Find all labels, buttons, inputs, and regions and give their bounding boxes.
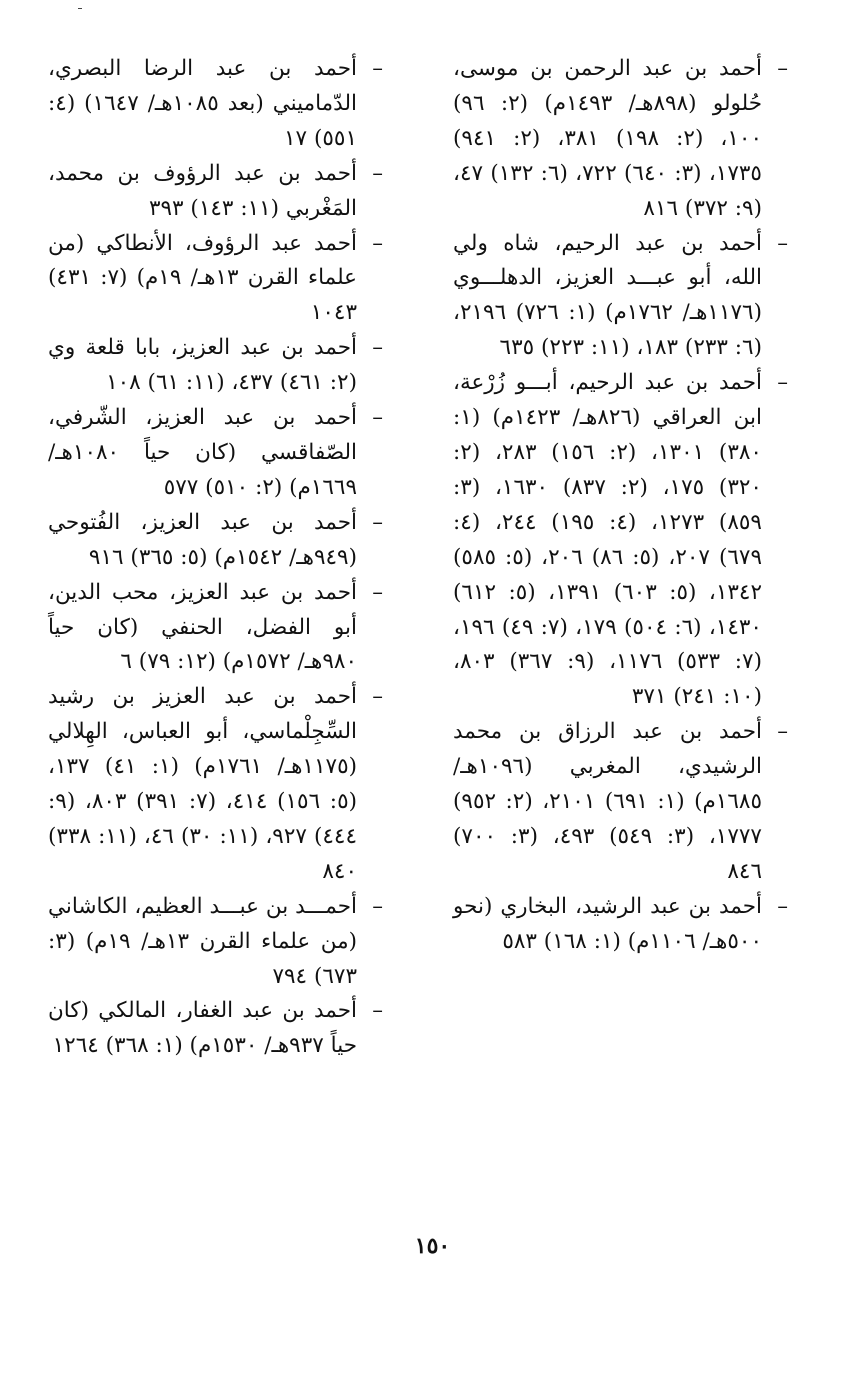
index-entry: – أحمد بن عبد الرحمن بن موسى، حُلولو (٨٩٨هـ/ ١٤٩٣م) (٢: ٩٦) ١٠٠، (٢: ١٩٨) ٣٨١، (٢: ٩٤١) ١٧٣٥، (٣: ٦٤٠) ٧٢٢، (٦: ١٣٢) ٤٧، (٩: ٣٧٢) ٨١٦: [453, 52, 788, 227]
index-entry: – أحمد عبد الرؤوف، الأنطاكي (من علماء القرن ١٣هـ/ ١٩م) (٧: ٤٣١) ١٠٤٣: [48, 227, 383, 332]
left-column: [48, 52, 383, 1172]
index-entry: – أحمد بن عبد العزيز، محب الدين، أبو الفضل، الحنفي (كان حياً ٩٨٠هـ/ ١٥٧٢م) (١٢: ٧٩) ٦: [48, 576, 383, 681]
index-entry: – أحمد بن عبد العزيز، الشّرفي، الصّفاقسي (كان حياً ١٠٨٠هـ/ ١٦٦٩م) (٢: ٥١٠) ٥٧٧: [48, 401, 383, 506]
index-entry: – أحمد بن عبد الرؤوف بن محمد، المَغْربي (١١: ١٤٣) ٣٩٣: [48, 157, 383, 227]
index-columns: [48, 52, 788, 1172]
index-entry: – أحمد بن عبد الرشيد، البخاري (نحو ٥٠٠هـ/ ١١٠٦م) (١: ١٦٨) ٥٨٣: [453, 890, 788, 960]
index-entry: – أحمد بن عبد الرزاق بن محمد الرشيدي، المغربي (١٠٩٦هـ/ ١٦٨٥م) (١: ٦٩١) ٢١٠١، (٢: ٩٥٢) ١٧٧٧، (٣: ٥٤٩) ٤٩٣، (٣: ٧٠٠) ٨٤٦: [453, 715, 788, 890]
index-entry: – أحمد بن عبد العزيز بن رشيد السِّجِلْماسي، أبو العباس، الهِلالي (١١٧٥هـ/ ١٧٦١م) (١: ٤١) ١٣٧، (٥: ١٥٦) ٤١٤، (٧: ٣٩١) ٨٠٣، (٩: ٤٤٤) ٩٢٧، (١١: ٣٠) ٤٦، (١١: ٣٣٨) ٨٤٠: [48, 680, 383, 889]
index-entry: – أحمد بن عبد الرحيم، شاه ولي الله، أبو عبـــد العزيز، الدهلـــوي (١١٧٦هـ/ ١٧٦٢م) (١: ٧٢٦) ٢١٩٦، (٦: ٢٣٣) ١٨٣، (١١: ٢٢٣) ٦٣٥: [453, 227, 788, 367]
index-entry: – أحمد بن عبد العزيز، الفُتوحي (٩٤٩هـ/ ١٥٤٢م) (٥: ٣٦٥) ٩١٦: [48, 506, 383, 576]
index-entry: – أحمـــد بن عبـــد العظيم، الكاشاني (من علماء القرن ١٣هـ/ ١٩م) (٣: ٦٧٣) ٧٩٤: [48, 890, 383, 995]
page-number: ١٥٠: [414, 1233, 451, 1259]
corner-mark: [78, 8, 82, 9]
index-entry: – أحمد بن عبد الغفار، المالكي (كان حياً ٩٣٧هـ/ ١٥٣٠م) (١: ٣٦٨) ١٢٦٤: [48, 994, 383, 1064]
index-entry: – أحمد بن عبد الرضا البصري، الدّماميني (بعد ١٠٨٥هـ/ ١٦٤٧) (٤: ٥٥١) ١٧: [48, 52, 383, 157]
index-entry: – أحمد بن عبد العزيز، بابا قلعة وي (٢: ٤٦١) ٤٣٧، (١١: ٦١) ١٠٨: [48, 331, 383, 401]
right-column: [453, 52, 788, 1172]
index-entry: – أحمد بن عبد الرحيم، أبـــو زُرْعة، ابن العراقي (٨٢٦هـ/ ١٤٢٣م) (١: ٣٨٠) ١٣٠١، (٢: ١٥٦) ٢٨٣، (٢: ٣٢٠) ١٧٥، (٢: ٨٣٧) ١٦٣٠، (٣: ٨٥٩) ١٢٧٣، (٤: ١٩٥) ٢٤٤، (٤: ٦٧٩) ٢٠٧، (٥: ٨٦) ٢٠٦، (٥: ٥٨٥) ١٣٤٢، (٥: ٦٠٣) ١٣٩١، (٥: ٦١٢) ١٤٣٠، (٦: ٥٠٤) ١٧٩، (٧: ٤٩) ١٩٦، (٧: ٥٣٣) ١١٧٦، (٩: ٣٦٧) ٨٠٣، (١٠: ٢٤١) ٣٧١: [453, 366, 788, 715]
